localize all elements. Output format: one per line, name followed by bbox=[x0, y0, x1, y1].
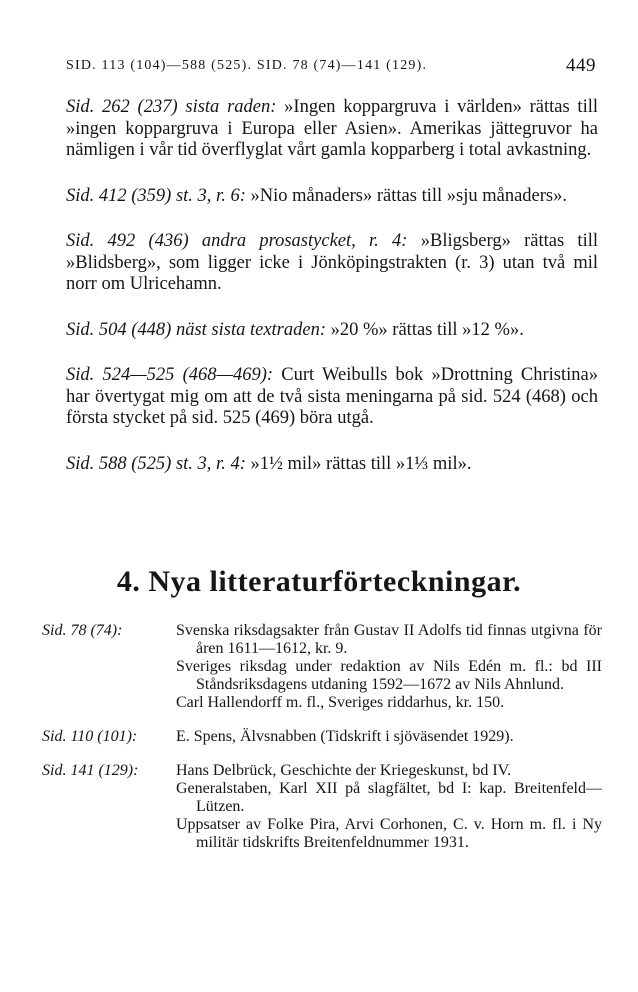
literature-item: E. Spens, Älvsnabben (Tidskrift i sjöväsendet 1929). bbox=[176, 728, 514, 745]
literature-ref: Sid. 78 (74): bbox=[42, 622, 123, 639]
correction-text: Curt Weibulls bok »Drottning Christina» har övertygat mig om att de två sista meningarna på sid. 524 (468) och första stycket på sid. 525 (469) böra utgå. bbox=[66, 365, 598, 428]
correction-text: »1½ mil» rättas till »1⅓ mil». bbox=[250, 453, 472, 474]
literature-item: Sveriges riksdag under redaktion av Nils Edén m. fl.: bd III Ståndsriksdagens utdaning 1592—1672 av Nils Ahnlund. bbox=[176, 658, 602, 693]
correction-item bbox=[66, 320, 598, 342]
correction-ref: Sid. 504 (448) näst sista textraden: bbox=[66, 319, 327, 340]
correction-text: »Nio månaders» rättas till »sju månaders». bbox=[250, 185, 567, 206]
literature-list bbox=[42, 622, 602, 868]
page-number: 449 bbox=[566, 55, 596, 76]
correction-text: »20 %» rättas till »12 %». bbox=[330, 319, 524, 340]
correction-ref: Sid. 412 (359) st. 3, r. 6: bbox=[66, 185, 246, 206]
correction-item bbox=[66, 231, 598, 296]
literature-entry bbox=[42, 728, 602, 746]
literature-ref: Sid. 141 (129): bbox=[42, 762, 139, 779]
literature-ref: Sid. 110 (101): bbox=[42, 728, 138, 745]
literature-entry bbox=[42, 762, 602, 852]
correction-item bbox=[66, 365, 598, 430]
literature-item: Hans Delbrück, Geschichte der Kriegeskunst, bd IV. bbox=[176, 762, 512, 779]
correction-item bbox=[66, 186, 598, 208]
correction-ref: Sid. 524—525 (468—469): bbox=[66, 365, 274, 385]
literature-item: Uppsatser av Folke Pira, Arvi Corhonen, C. v. Horn m. fl. i Ny militär tidskrifts Breitenfeldnummer 1931. bbox=[176, 816, 602, 851]
section-title: 4. Nya litteraturförteckningar. bbox=[116, 565, 522, 598]
literature-item: Svenska riksdagsakter från Gustav II Adolfs tid finnas utgivna för åren 1611—1612, kr. 9. bbox=[176, 622, 602, 657]
correction-text: »Bligsberg» rättas till »Blidsberg», som ligger icke i Jönköpingstrakten (r. 3) utan två mil norr om Ulricehamn. bbox=[66, 231, 598, 294]
correction-ref: Sid. 588 (525) st. 3, r. 4: bbox=[66, 453, 246, 474]
literature-entry bbox=[42, 622, 602, 712]
correction-text: »Ingen koppargruva i världen» rättas till »ingen koppargruva i Europa eller Asien». Amerikas jättegruvor ha nämligen i vår tid överflyglat vårt gamla kopparberg i total avkastning. bbox=[66, 97, 598, 160]
literature-item: Carl Hallendorff m. fl., Sveriges riddarhus, kr. 150. bbox=[176, 694, 505, 711]
correction-ref: Sid. 492 (436) andra prosastycket, r. 4: bbox=[66, 231, 408, 251]
corrections-list bbox=[66, 97, 598, 499]
running-header bbox=[66, 55, 596, 76]
correction-item bbox=[66, 97, 598, 162]
correction-item bbox=[66, 454, 598, 476]
literature-item: Generalstaben, Karl XII på slagfältet, bd I: kap. Breitenfeld—Lützen. bbox=[176, 780, 602, 815]
correction-ref: Sid. 262 (237) sista raden: bbox=[66, 97, 277, 117]
header-section-range: SID. 113 (104)—588 (525). SID. 78 (74)—141 (129). bbox=[66, 58, 428, 73]
